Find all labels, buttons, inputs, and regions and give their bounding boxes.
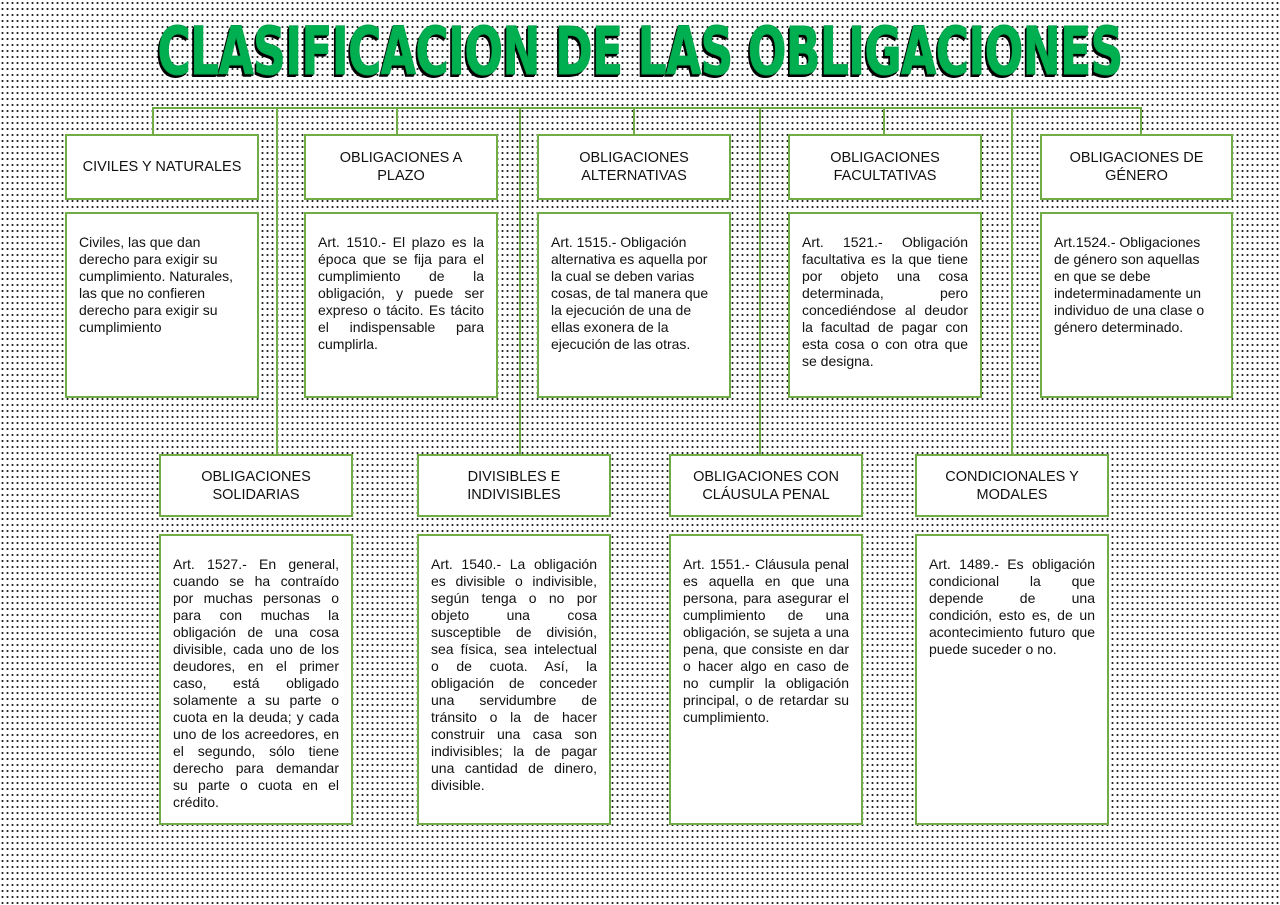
- page-title: [157, 12, 1122, 92]
- category-definition: Art. 1510.- El plazo es la época que se fija para el cumplimiento de la obligación, y puede ser expreso o tácito. Es tácito el indispensable para cumplirla.: [304, 212, 498, 398]
- connector: [276, 107, 278, 455]
- connector-main: [152, 107, 1142, 109]
- connector: [1140, 107, 1142, 135]
- category-header: OBLIGACIONES DE GÉNERO: [1040, 134, 1233, 200]
- connector: [883, 107, 885, 135]
- category-header: OBLIGACIONES FACULTATIVAS: [788, 134, 982, 200]
- category-header: DIVISIBLES E INDIVISIBLES: [417, 454, 611, 517]
- category-header: CONDICIONALES Y MODALES: [915, 454, 1109, 517]
- connector: [519, 107, 521, 455]
- category-definition: Art. 1527.- En general, cuando se ha contraído por muchas personas o para con muchas la obligación de una cosa divisible, cada uno de los deudores, en el primer caso, está obligado solamente a su parte o cuota en la deuda; y cada uno de los acreedores, en el segundo, sólo tiene derecho para demandar su parte o cuota en el crédito.: [159, 534, 353, 825]
- category-definition: Civiles, las que dan derecho para exigir su cumplimiento. Naturales, las que no confieren derecho para exigir su cumplimiento: [65, 212, 259, 398]
- category-header: OBLIGACIONES SOLIDARIAS: [159, 454, 353, 517]
- category-definition: Art. 1489.- Es obligación condicional la que depende de una condición, esto es, de un acontecimiento futuro que puede suceder o no.: [915, 534, 1109, 825]
- title-text: CLASIFICACION DE LAS OBLIGACIONES: [157, 13, 1123, 90]
- category-definition: Art.1524.- Obligaciones de género son aquellas en que se debe indeterminadamente un individuo de una clase o género determinado.: [1040, 212, 1233, 398]
- category-definition: Art. 1551.- Cláusula penal es aquella en que una persona, para asegurar el cumplimiento de una obligación, se sujeta a una pena, que consiste en dar o hacer algo en caso de no cumplir la obligación principal, o de retardar su cumplimiento.: [669, 534, 863, 825]
- category-header: CIVILES Y NATURALES: [65, 134, 259, 200]
- connector: [1011, 107, 1013, 455]
- category-header: OBLIGACIONES CON CLÁUSULA PENAL: [669, 454, 863, 517]
- connector: [633, 107, 635, 135]
- connector: [152, 107, 154, 135]
- category-header: OBLIGACIONES ALTERNATIVAS: [537, 134, 731, 200]
- category-definition: Art. 1521.- Obligación facultativa es la que tiene por objeto una cosa determinada, pero concediéndose al deudor la facultad de pagar con esta cosa o con otra que se designa.: [788, 212, 982, 398]
- category-definition: Art. 1515.- Obligación alternativa es aquella por la cual se deben varias cosas, de tal manera que la ejecución de una de ellas exonera de la ejecución de las otras.: [537, 212, 731, 398]
- category-header: OBLIGACIONES A PLAZO: [304, 134, 498, 200]
- connector: [396, 107, 398, 135]
- category-definition: Art. 1540.- La obligación es divisible o indivisible, según tenga o no por objeto una cosa susceptible de división, sea física, sea intelectual o de cuota. Así, la obligación de conceder una servidumbre de tránsito o la de hacer construir una casa son indivisibles; la de pagar una cantidad de dinero, divisible.: [417, 534, 611, 825]
- connector: [759, 107, 761, 455]
